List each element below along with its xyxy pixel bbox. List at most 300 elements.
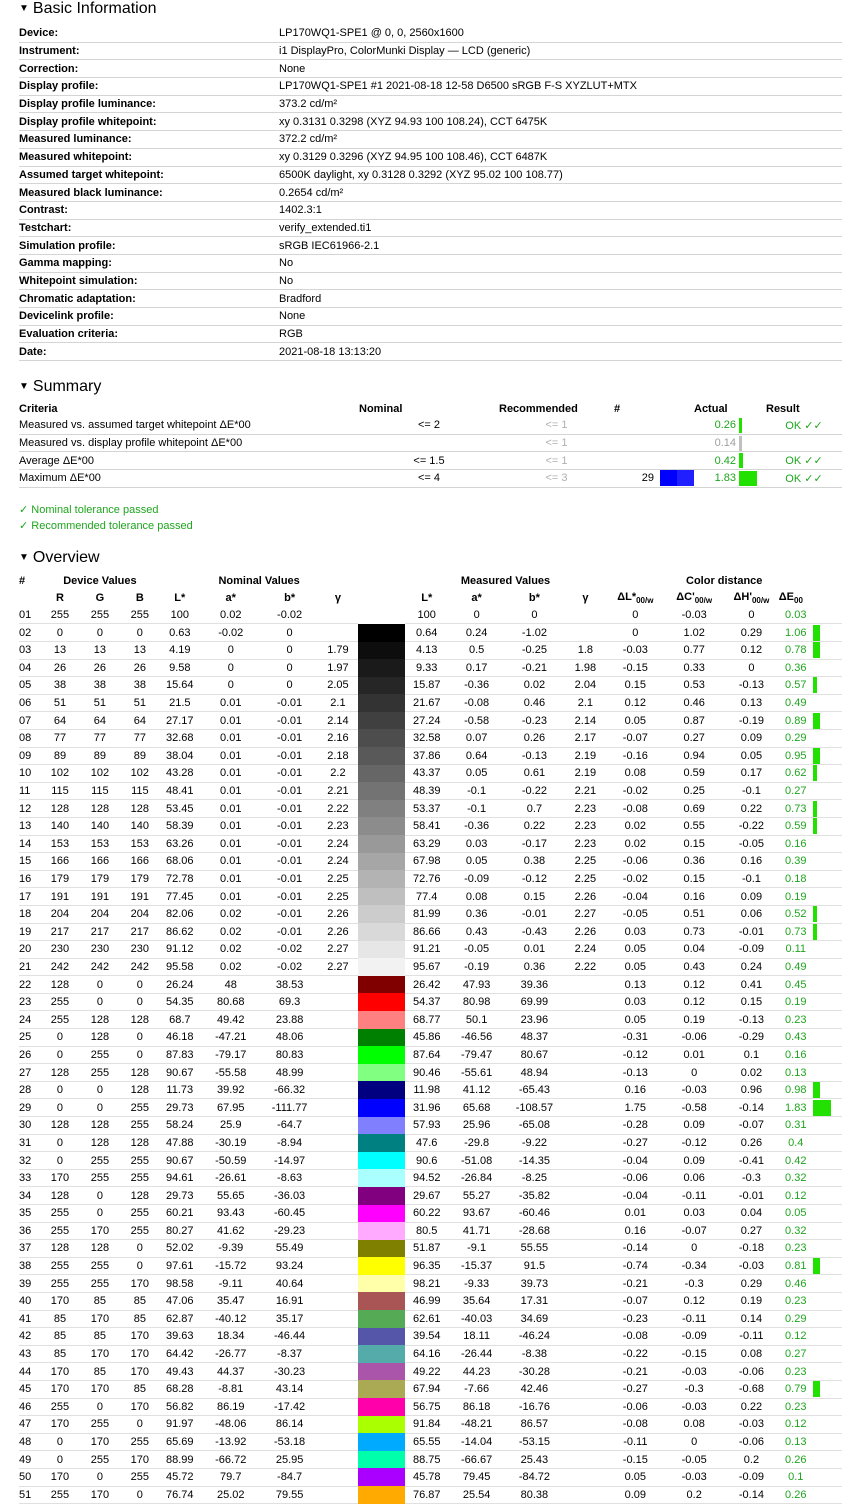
group-header-device: Device Values: [63, 575, 137, 588]
measured-l: 47.6: [405, 1134, 449, 1152]
delta-c: 0.09: [664, 1152, 724, 1170]
measured-gamma: [564, 1345, 606, 1363]
delta-c: 0.73: [664, 923, 724, 941]
delta-h: 0.29: [724, 624, 779, 642]
measured-l: 15.87: [405, 677, 449, 695]
row-num: 07: [19, 712, 40, 730]
nominal-a: 18.34: [200, 1328, 262, 1346]
device-g: 0: [80, 1187, 120, 1205]
swatch: [358, 853, 404, 871]
measured-a: 0.17: [449, 659, 505, 677]
nominal-a: -40.12: [200, 1310, 262, 1328]
measured-l: 57.93: [405, 1117, 449, 1135]
nominal-a: 0.01: [200, 800, 262, 818]
summary-result: OK ✓✓: [766, 452, 842, 470]
nominal-gamma: 2.24: [317, 835, 358, 853]
nominal-l: 53.45: [160, 800, 200, 818]
color-swatch: [358, 888, 404, 906]
color-swatch: [358, 1328, 404, 1346]
measured-a: 25.96: [449, 1117, 505, 1135]
color-swatch: [358, 1416, 404, 1434]
nominal-b: -53.18: [262, 1433, 318, 1451]
measured-a: 65.68: [449, 1099, 505, 1117]
nominal-gamma: [317, 1468, 358, 1486]
device-r: 115: [40, 782, 80, 800]
nominal-a: 48: [200, 976, 262, 994]
delta-l: -0.21: [606, 1363, 664, 1381]
row-num: 06: [19, 694, 40, 712]
delta-e-value: 0.32: [785, 1224, 807, 1237]
row-num: 03: [19, 642, 40, 660]
row-num: 37: [19, 1240, 40, 1258]
summary-num: 29: [614, 470, 654, 488]
device-r: 0: [40, 1029, 80, 1047]
measured-b: 0.15: [504, 888, 564, 906]
delta-e-value: 0.05: [785, 1207, 807, 1220]
device-r: 64: [40, 712, 80, 730]
delta-l: 0: [606, 607, 664, 624]
table-row: [19, 747, 842, 765]
swatch: [358, 870, 404, 888]
col-delta-l: $\Delta L*_{00/w}$: [617, 591, 654, 606]
delta-h: 0: [724, 659, 779, 677]
measured-b: 42.46: [504, 1380, 564, 1398]
device-g: 102: [80, 765, 120, 783]
device-b: 255: [120, 1205, 160, 1223]
swatch: [358, 1416, 404, 1434]
nominal-l: 47.06: [160, 1292, 200, 1310]
measured-a: 18.11: [449, 1328, 505, 1346]
delta-h: -0.03: [724, 1416, 779, 1434]
measured-a: 35.64: [449, 1292, 505, 1310]
measured-b: -60.46: [504, 1205, 564, 1223]
delta-l: -0.14: [606, 1240, 664, 1258]
overview-heading[interactable]: [19, 549, 842, 567]
nominal-a: -66.72: [200, 1451, 262, 1469]
summary-result: OK ✓✓: [766, 470, 842, 488]
table-row: [19, 1363, 842, 1381]
row-num: 10: [19, 765, 40, 783]
delta-e: [779, 1011, 842, 1029]
measured-gamma: [564, 1046, 606, 1064]
col-nominal-a: a*: [225, 592, 236, 605]
measured-b: 48.94: [504, 1064, 564, 1082]
table-row: [19, 1451, 842, 1469]
table-row: [19, 976, 842, 994]
info-value: LP170WQ1-SPE1 #1 2021-08-18 12-58 D6500 sRGB F-S XYZLUT+MTX: [279, 78, 842, 96]
summary-recommended: <= 3: [499, 470, 614, 488]
nominal-l: 4.19: [160, 642, 200, 660]
nominal-gamma: 1.97: [317, 659, 358, 677]
device-r: 255: [40, 1275, 80, 1293]
device-b: 255: [120, 1169, 160, 1187]
device-b: 0: [120, 1240, 160, 1258]
delta-e-bar: [813, 1082, 820, 1098]
collapse-triangle-icon[interactable]: ▼: [19, 3, 29, 14]
device-b: 0: [120, 1029, 160, 1047]
nominal-gamma: [317, 1451, 358, 1469]
delta-e: [779, 729, 842, 747]
nominal-gamma: [317, 1416, 358, 1434]
swatch: [358, 1222, 404, 1240]
measured-swatch: [677, 470, 694, 486]
device-r: 179: [40, 870, 80, 888]
swatch: [358, 1064, 404, 1082]
device-b: 153: [120, 835, 160, 853]
nominal-gamma: [317, 1117, 358, 1135]
device-g: 128: [80, 1117, 120, 1135]
color-swatch: [358, 729, 404, 747]
delta-h: 0.14: [724, 1310, 779, 1328]
delta-h: 0.29: [724, 1275, 779, 1293]
measured-b: 0.46: [504, 694, 564, 712]
nominal-b: 40.64: [262, 1275, 318, 1293]
measured-gamma: [564, 1292, 606, 1310]
device-r: 128: [40, 976, 80, 994]
nominal-l: 95.58: [160, 958, 200, 976]
summary-heading[interactable]: [19, 378, 842, 396]
device-r: 255: [40, 1222, 80, 1240]
nominal-b: 0: [262, 677, 318, 695]
color-swatch: [358, 835, 404, 853]
measured-a: 0.08: [449, 888, 505, 906]
delta-c: 0: [664, 1064, 724, 1082]
delta-e: [779, 1187, 842, 1205]
device-r: 217: [40, 923, 80, 941]
delta-e-value: 0.81: [785, 1260, 807, 1273]
summary-num: [614, 434, 654, 452]
color-swatch: [358, 1099, 404, 1117]
row-num: 16: [19, 870, 40, 888]
device-g: 230: [80, 941, 120, 959]
col-b: B: [135, 592, 144, 605]
measured-b: 80.38: [504, 1486, 564, 1504]
summary-bar-cell: [736, 434, 766, 452]
measured-a: 50.1: [449, 1011, 505, 1029]
delta-e-value: 0.03: [785, 609, 807, 622]
nominal-a: 0.01: [200, 747, 262, 765]
delta-e-bar: [813, 1381, 820, 1397]
delta-e-bar: [813, 625, 820, 641]
nominal-l: 62.87: [160, 1310, 200, 1328]
device-r: 26: [40, 659, 80, 677]
nominal-b: -36.03: [262, 1187, 318, 1205]
swatch: [358, 888, 404, 906]
device-r: 128: [40, 1240, 80, 1258]
nominal-gamma: [317, 1275, 358, 1293]
table-row: [19, 729, 842, 747]
device-r: 242: [40, 958, 80, 976]
info-row: [19, 272, 842, 290]
measured-b: 34.69: [504, 1310, 564, 1328]
measured-b: -8.38: [504, 1345, 564, 1363]
nominal-l: 52.02: [160, 1240, 200, 1258]
nominal-l: 91.97: [160, 1416, 200, 1434]
basic-information-heading[interactable]: [19, 0, 842, 18]
device-r: 191: [40, 888, 80, 906]
row-num: 48: [19, 1433, 40, 1451]
summary-row: [19, 434, 842, 452]
device-b: 115: [120, 782, 160, 800]
delta-e: [779, 1486, 842, 1504]
nominal-gamma: [317, 1292, 358, 1310]
table-row: [19, 941, 842, 959]
delta-l: 0.05: [606, 712, 664, 730]
delta-l: -0.08: [606, 1416, 664, 1434]
measured-l: 64.16: [405, 1345, 449, 1363]
measured-gamma: [564, 1152, 606, 1170]
delta-h: -0.06: [724, 1363, 779, 1381]
delta-e-bar: [813, 924, 817, 940]
measured-l: 94.52: [405, 1169, 449, 1187]
info-row: [19, 131, 842, 149]
table-row: [19, 677, 842, 695]
collapse-triangle-icon[interactable]: ▼: [19, 381, 29, 393]
delta-c: -0.05: [664, 1451, 724, 1469]
row-num: 29: [19, 1099, 40, 1117]
delta-e-bar: [813, 748, 820, 764]
device-g: 255: [80, 1169, 120, 1187]
summary-num: [614, 452, 654, 470]
color-swatch: [358, 853, 404, 871]
delta-e: [779, 1416, 842, 1434]
collapse-triangle-icon[interactable]: ▼: [19, 551, 29, 563]
delta-l: -0.04: [606, 1187, 664, 1205]
color-swatch: [358, 1433, 404, 1451]
delta-h: -0.22: [724, 817, 779, 835]
swatch: [358, 624, 404, 642]
delta-h: -0.05: [724, 835, 779, 853]
device-b: 89: [120, 747, 160, 765]
table-row: [19, 817, 842, 835]
table-row: [19, 1011, 842, 1029]
device-b: 0: [120, 624, 160, 642]
info-key: Measured black luminance:: [19, 184, 279, 202]
row-num: 51: [19, 1486, 40, 1504]
device-g: 0: [80, 1398, 120, 1416]
section-title: Basic Information: [32, 0, 157, 17]
row-num: 26: [19, 1046, 40, 1064]
table-row: [19, 1380, 842, 1398]
delta-h: 0.2: [724, 1451, 779, 1469]
nominal-b: -0.01: [262, 888, 318, 906]
delta-c: 0.12: [664, 976, 724, 994]
device-r: 0: [40, 1134, 80, 1152]
device-g: 64: [80, 712, 120, 730]
group-header-measured: Measured Values: [460, 575, 551, 588]
device-g: 255: [80, 1275, 120, 1293]
swatch: [358, 1398, 404, 1416]
measured-l: 65.55: [405, 1433, 449, 1451]
delta-e-bar: [813, 818, 817, 834]
table-row: [19, 993, 842, 1011]
delta-e: [779, 1205, 842, 1223]
delta-e-value: 0.78: [785, 644, 807, 657]
delta-l: 0.05: [606, 958, 664, 976]
nominal-gamma: [317, 1046, 358, 1064]
device-r: 0: [40, 1099, 80, 1117]
nominal-l: 11.73: [160, 1081, 200, 1099]
table-row: [19, 624, 842, 642]
delta-c: -0.3: [664, 1380, 724, 1398]
delta-c: 0.94: [664, 747, 724, 765]
color-swatch: [358, 976, 404, 994]
measured-gamma: 2.14: [564, 712, 606, 730]
delta-c: 0.12: [664, 993, 724, 1011]
delta-l: -0.74: [606, 1257, 664, 1275]
measured-gamma: [564, 1380, 606, 1398]
header-nominal: Nominal: [359, 403, 403, 416]
nominal-b: 80.83: [262, 1046, 318, 1064]
measured-gamma: 2.23: [564, 835, 606, 853]
nominal-b: -0.01: [262, 712, 318, 730]
delta-l: 0.02: [606, 835, 664, 853]
nominal-a: 0: [200, 642, 262, 660]
swatch: [358, 729, 404, 747]
delta-e: [779, 1064, 842, 1082]
color-swatch: [358, 1046, 404, 1064]
measured-l: 56.75: [405, 1398, 449, 1416]
measured-l: 88.75: [405, 1451, 449, 1469]
delta-c: 0.12: [664, 1292, 724, 1310]
measured-b: -0.17: [504, 835, 564, 853]
device-b: 0: [120, 976, 160, 994]
nominal-b: 25.95: [262, 1451, 318, 1469]
delta-l: 0.03: [606, 993, 664, 1011]
measured-gamma: [564, 1081, 606, 1099]
measured-a: -79.47: [449, 1046, 505, 1064]
swatch: [358, 941, 404, 959]
measured-l: 95.67: [405, 958, 449, 976]
nominal-gamma: [317, 1152, 358, 1170]
delta-c: 0.87: [664, 712, 724, 730]
delta-e: [779, 624, 842, 642]
device-b: 140: [120, 817, 160, 835]
delta-h: -0.14: [724, 1099, 779, 1117]
summary-criteria: Average ΔE*00: [19, 452, 359, 470]
nominal-a: -47.21: [200, 1029, 262, 1047]
table-row: [19, 958, 842, 976]
nominal-gamma: [317, 1380, 358, 1398]
measured-l: 46.99: [405, 1292, 449, 1310]
info-value: verify_extended.ti1: [279, 219, 842, 237]
delta-h: 0.22: [724, 800, 779, 818]
delta-e: [779, 1134, 842, 1152]
color-swatch: [358, 1486, 404, 1504]
delta-c: -0.03: [664, 1398, 724, 1416]
delta-e-value: 0.29: [785, 732, 807, 745]
device-b: 13: [120, 642, 160, 660]
measured-a: 0.5: [449, 642, 505, 660]
device-g: 255: [80, 1257, 120, 1275]
delta-e-value: 0.62: [785, 767, 807, 780]
measured-l: 67.94: [405, 1380, 449, 1398]
nominal-gamma: [317, 1011, 358, 1029]
nominal-l: 0.63: [160, 624, 200, 642]
measured-gamma: [564, 1275, 606, 1293]
swatch: [358, 817, 404, 835]
info-key: Contrast:: [19, 201, 279, 219]
nominal-gamma: [317, 1363, 358, 1381]
nominal-a: 93.43: [200, 1205, 262, 1223]
device-r: 170: [40, 1468, 80, 1486]
table-row: [19, 1433, 842, 1451]
delta-c: 0.2: [664, 1486, 724, 1504]
device-b: 255: [120, 1222, 160, 1240]
measured-b: 0.61: [504, 765, 564, 783]
delta-h: -0.18: [724, 1240, 779, 1258]
nominal-b: -0.01: [262, 923, 318, 941]
color-swatch: [358, 993, 404, 1011]
delta-e: [779, 1257, 842, 1275]
color-swatch: [358, 659, 404, 677]
delta-e-value: 0.27: [785, 1348, 807, 1361]
measured-l: 91.21: [405, 941, 449, 959]
color-swatch: [358, 800, 404, 818]
nominal-a: -13.92: [200, 1433, 262, 1451]
measured-l: 60.22: [405, 1205, 449, 1223]
delta-e: [779, 835, 842, 853]
device-g: 204: [80, 905, 120, 923]
delta-l: 0.05: [606, 1011, 664, 1029]
device-r: 166: [40, 853, 80, 871]
swatch: [358, 923, 404, 941]
nominal-a: 0.01: [200, 835, 262, 853]
color-swatch: [358, 1275, 404, 1293]
delta-l: 0.16: [606, 1222, 664, 1240]
swatch: [358, 1328, 404, 1346]
nominal-l: 76.74: [160, 1486, 200, 1504]
delta-l: -0.08: [606, 1328, 664, 1346]
delta-c: 0.53: [664, 677, 724, 695]
measured-a: -46.56: [449, 1029, 505, 1047]
nominal-l: 60.21: [160, 1205, 200, 1223]
delta-e: [779, 941, 842, 959]
device-g: 128: [80, 1029, 120, 1047]
delta-h: 0.09: [724, 888, 779, 906]
delta-c: 0.36: [664, 853, 724, 871]
nominal-gamma: [317, 607, 358, 624]
nominal-a: 0.01: [200, 888, 262, 906]
info-key: Gamma mapping:: [19, 254, 279, 272]
delta-e-value: 1.06: [785, 626, 807, 639]
measured-b: -46.24: [504, 1328, 564, 1346]
measured-gamma: [564, 1169, 606, 1187]
delta-e: [779, 958, 842, 976]
info-row: [19, 148, 842, 166]
measured-a: -9.33: [449, 1275, 505, 1293]
device-g: 170: [80, 1345, 120, 1363]
nominal-gamma: [317, 1433, 358, 1451]
info-value: LP170WQ1-SPE1 @ 0, 0, 2560x1600: [279, 25, 842, 42]
row-num: 47: [19, 1416, 40, 1434]
info-key: Date:: [19, 343, 279, 361]
info-value: No: [279, 272, 842, 290]
measured-l: 63.29: [405, 835, 449, 853]
delta-h: -0.01: [724, 923, 779, 941]
summary-bar-cell: [736, 452, 766, 470]
device-r: 128: [40, 1064, 80, 1082]
table-row: [19, 1345, 842, 1363]
delta-h: 0.27: [724, 1222, 779, 1240]
delta-h: 0.16: [724, 853, 779, 871]
delta-e: [779, 1169, 842, 1187]
row-num: 45: [19, 1380, 40, 1398]
measured-a: -40.03: [449, 1310, 505, 1328]
device-r: 38: [40, 677, 80, 695]
table-row: [19, 1486, 842, 1504]
delta-e-bar: [813, 1258, 820, 1274]
